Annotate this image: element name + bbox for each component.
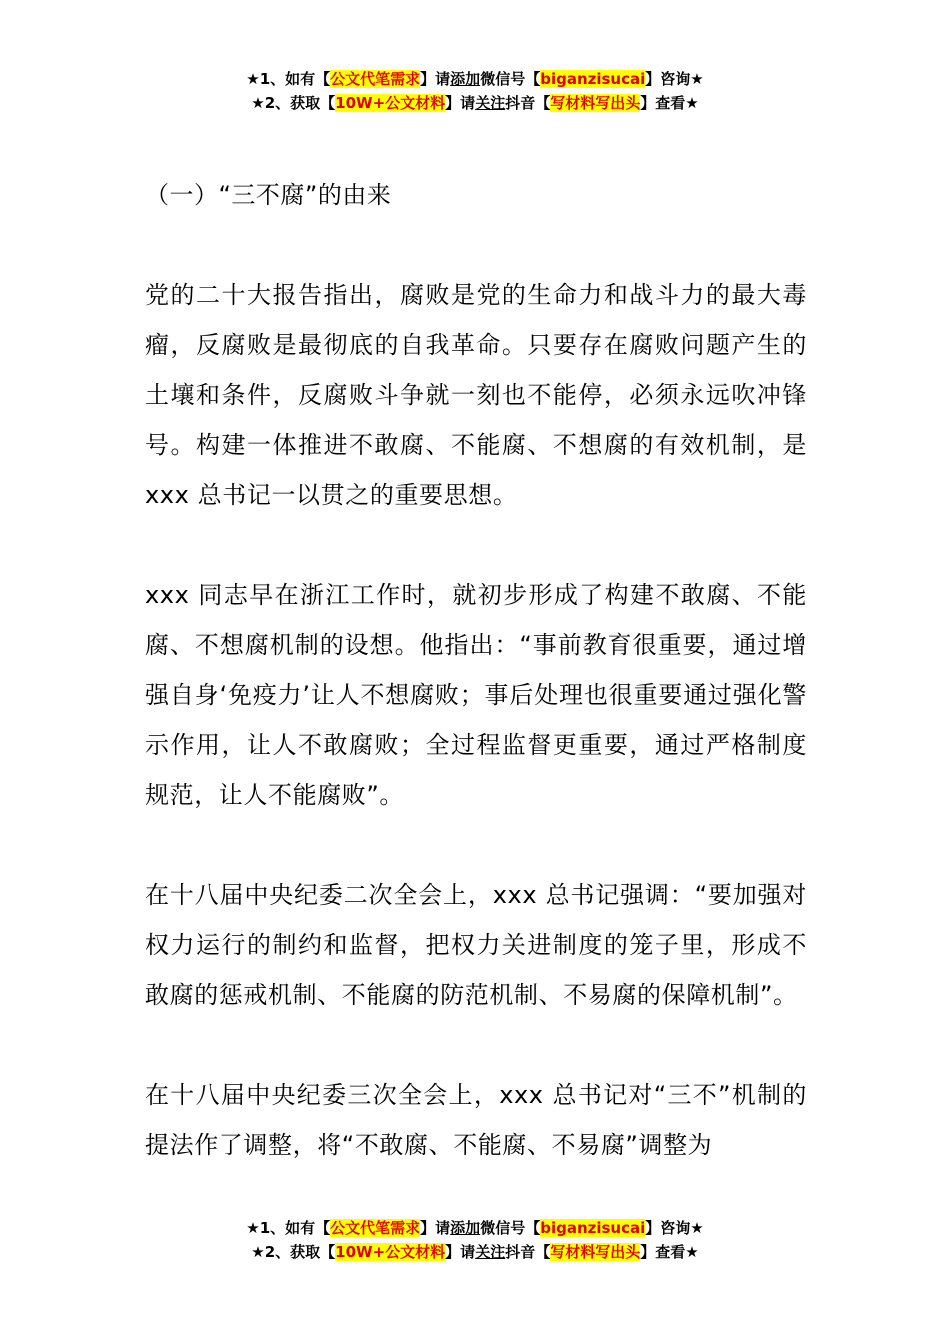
star-icon: ★ (251, 94, 265, 112)
banner-text: 2、获取【 (264, 1243, 336, 1261)
banner-text: 】请 (445, 94, 476, 112)
banner-line-2 (0, 91, 950, 115)
paragraph-4: 在十八届中央纪委三次全会上，xxx 总书记对“三不”机制的提法作了调整，将“不敢腐、不能腐、不易腐”调整为 (145, 1081, 807, 1159)
star-icon: ★ (690, 1219, 704, 1237)
banner-underline: 添加 (450, 70, 481, 88)
banner-text: 抖音【 (505, 94, 551, 112)
footer-banner (0, 1216, 950, 1264)
banner-text: 】请 (420, 1219, 451, 1237)
paragraph-gap (145, 520, 807, 570)
banner-highlight: 公文代笔需求 (330, 70, 421, 88)
banner-text: 】请 (445, 1243, 476, 1261)
banner-text: 】查看 (640, 94, 686, 112)
paragraph-gap (145, 1020, 807, 1070)
banner-line-2 (0, 1240, 950, 1264)
header-banner (0, 67, 950, 115)
banner-highlight: 10W+公文材料 (335, 1243, 446, 1261)
banner-text: 】请 (420, 70, 451, 88)
star-icon: ★ (251, 1243, 265, 1261)
section-heading: （一）“三不腐”的由来 (145, 181, 392, 209)
banner-highlight: biganzisucai (540, 70, 646, 88)
paragraph-1: 党的二十大报告指出，腐败是党的生命力和战斗力的最大毒瘤，反腐败是最彻底的自我革命。只要存在腐败问题产生的土壤和条件，反腐败斗争就一刻也不能停，必须永远吹冲锋号。构建一体推进不敢腐、不能腐、不想腐的有效机制，是 xxx 总书记一以贯之的重要思想。 (145, 281, 807, 509)
banner-highlight: 写材料写出头 (550, 94, 641, 112)
banner-line-1 (0, 1216, 950, 1240)
document-body (145, 170, 807, 1170)
banner-text: 抖音【 (505, 1243, 551, 1261)
paragraph-2: xxx 同志早在浙江工作时，就初步形成了构建不敢腐、不能腐、不想腐机制的设想。他指出：“事前教育很重要，通过增强自身‘免疫力’让人不想腐败；事后处理也很重要通过强化警示作用，让人不敢腐败；全过程监督更重要，通过严格制度规范，让人不能腐败”。 (145, 581, 807, 809)
banner-highlight: biganzisucai (540, 1219, 646, 1237)
banner-text: 】咨询 (645, 70, 691, 88)
paragraph-3: 在十八届中央纪委二次全会上，xxx 总书记强调：“要加强对权力运行的制约和监督，把权力关进制度的笼子里，形成不敢腐的惩戒机制、不能腐的防范机制、不易腐的保障机制”。 (145, 881, 807, 1009)
banner-highlight: 公文代笔需求 (330, 1219, 421, 1237)
star-icon: ★ (685, 94, 699, 112)
star-icon: ★ (690, 70, 704, 88)
banner-text: 1、如有【 (259, 1219, 331, 1237)
paragraph-gap (145, 820, 807, 870)
banner-underline: 添加 (450, 1219, 481, 1237)
banner-text: 】咨询 (645, 1219, 691, 1237)
banner-text: 】查看 (640, 1243, 686, 1261)
banner-highlight: 写材料写出头 (550, 1243, 641, 1261)
banner-text: 2、获取【 (264, 94, 336, 112)
banner-highlight: 10W+公文材料 (335, 94, 446, 112)
star-icon: ★ (246, 1219, 260, 1237)
banner-text: 微信号【 (480, 1219, 541, 1237)
banner-text: 微信号【 (480, 70, 541, 88)
star-icon: ★ (685, 1243, 699, 1261)
banner-underline: 关注 (475, 1243, 506, 1261)
star-icon: ★ (246, 70, 260, 88)
banner-text: 1、如有【 (259, 70, 331, 88)
banner-underline: 关注 (475, 94, 506, 112)
banner-line-1 (0, 67, 950, 91)
paragraph-gap (145, 220, 807, 270)
